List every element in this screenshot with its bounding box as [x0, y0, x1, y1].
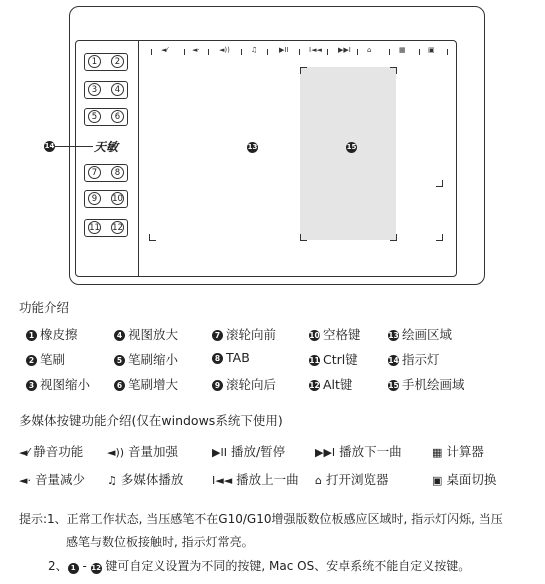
play-pause-icon: ▶II: [279, 46, 289, 54]
media-strip-divider: [151, 49, 152, 55]
note-dash: -: [78, 559, 91, 573]
multimedia-item: [315, 470, 389, 488]
function-item: [26, 350, 65, 368]
multimedia-label: 桌面切换: [446, 472, 497, 487]
function-number-badge: 1: [26, 330, 37, 341]
shortcut-key-6: 6: [111, 110, 124, 123]
media-strip-divider: [299, 49, 300, 55]
function-item: [309, 325, 361, 343]
function-number-badge: 3: [26, 380, 37, 391]
function-label: 笔刷: [40, 352, 66, 367]
media-strip-divider: [327, 49, 328, 55]
key-pair: [84, 219, 128, 237]
multimedia-item: [315, 442, 402, 460]
prev-track-icon: I◄◄: [309, 46, 322, 54]
function-label: 滚轮向后: [226, 377, 277, 392]
function-label: 指示灯: [402, 352, 440, 367]
function-number-badge: 12: [309, 381, 320, 390]
function-label: 滚轮向前: [226, 327, 277, 342]
multimedia-item: [432, 442, 484, 460]
multimedia-label: 音量加强: [128, 444, 179, 459]
multimedia-label: 播放下一曲: [339, 444, 402, 459]
key-pair: [84, 81, 128, 99]
function-label: TAB: [226, 350, 250, 365]
multimedia-label: 静音功能: [33, 444, 84, 459]
shortcut-key-10: 10: [112, 194, 123, 204]
media-strip-divider: [208, 49, 209, 55]
note-key-1: 1: [68, 563, 79, 574]
function-number-badge: 9: [212, 380, 223, 391]
function-item: [114, 325, 178, 343]
multimedia-item: [212, 442, 285, 460]
multimedia-item: [19, 442, 83, 460]
home-icon: ⌂: [315, 474, 322, 487]
function-number-badge: 7: [212, 330, 223, 341]
next-track-icon: ▶▶I: [338, 46, 351, 54]
media-strip-divider: [447, 49, 448, 55]
volume-up-icon: ◄)): [219, 46, 230, 54]
key-pair: [84, 164, 128, 182]
function-item: [309, 350, 358, 368]
shortcut-key-5: 5: [88, 110, 101, 123]
calculator-icon: ▦: [432, 446, 443, 459]
multimedia-item: [107, 470, 183, 488]
multimedia-label: 播放上一曲: [236, 472, 299, 487]
media-strip-divider: [357, 49, 358, 55]
work-area-corner-bl: [149, 234, 156, 241]
function-number-badge: 4: [114, 330, 125, 341]
drawing-area: [138, 40, 457, 277]
function-label: 笔刷缩小: [128, 352, 179, 367]
shortcut-key-7: 7: [88, 166, 101, 179]
note-line-3-prefix: 2、: [48, 559, 68, 573]
brand-logo: 天敏: [94, 140, 119, 154]
label-phone-area: 15: [346, 143, 357, 151]
music-icon: ♫: [251, 46, 258, 54]
function-number-badge: 13: [388, 331, 399, 340]
home-icon: ⌂: [367, 46, 372, 54]
function-number-badge: 11: [309, 356, 320, 365]
phone-area-corner-bl: [300, 234, 307, 241]
function-number-badge: 8: [212, 353, 223, 364]
function-item: [309, 375, 352, 393]
function-number-badge: 2: [26, 355, 37, 366]
multimedia-label: 多媒体播放: [120, 472, 184, 487]
function-number-badge: 14: [388, 356, 399, 365]
calculator-icon: ▦: [399, 46, 406, 54]
shortcut-key-panel: [75, 40, 139, 277]
media-strip-divider: [184, 49, 185, 55]
note-line-3: [48, 557, 470, 574]
function-label: 橡皮擦: [40, 327, 78, 342]
key-pair: [84, 190, 128, 208]
key-pair: [84, 53, 128, 71]
label-drawing-area: 13: [247, 143, 258, 151]
shortcut-key-1: 1: [88, 55, 101, 68]
phone-area-corner-br: [390, 234, 397, 241]
play-pause-icon: ▶II: [212, 446, 227, 459]
shortcut-key-12: 12: [112, 223, 123, 233]
function-item: [388, 375, 465, 393]
phone-area-corner-tr: [390, 67, 397, 74]
function-label: 视图放大: [128, 327, 179, 342]
function-number-badge: 5: [114, 355, 125, 366]
desktop-icon: ▣: [432, 474, 443, 487]
multimedia-title: 多媒体按键功能介绍(仅在windows系统下使用): [19, 413, 283, 428]
function-number-badge: 15: [388, 381, 399, 390]
media-strip-divider: [419, 49, 420, 55]
shortcut-key-2: 2: [111, 55, 124, 68]
multimedia-item: [19, 470, 85, 488]
shortcut-key-9: 9: [88, 192, 101, 205]
functions-title: 功能介绍: [19, 300, 70, 315]
multimedia-label: 打开浏览器: [325, 472, 389, 487]
multimedia-label: 计算器: [446, 444, 484, 459]
prev-track-icon: I◄◄: [212, 474, 233, 487]
volume-down-icon: ◄·: [19, 474, 31, 487]
note-line-3-text: 键可自定义设置为不同的按键, Mac OS、安卓系统不能自定义按键。: [101, 559, 471, 573]
mute-icon: ◄⁄: [19, 446, 30, 459]
work-area-corner-br: [436, 234, 443, 241]
label-indicator-light: 14: [44, 142, 55, 150]
media-strip-divider: [241, 49, 242, 55]
function-item: [114, 350, 178, 368]
media-strip-divider: [389, 49, 390, 55]
function-number-badge: 6: [114, 380, 125, 391]
mute-icon: ◄⁄: [161, 46, 168, 54]
note-key-12: 12: [91, 564, 101, 572]
multimedia-item: [107, 442, 178, 460]
phone-area-corner-tl: [300, 67, 307, 74]
next-track-icon: ▶▶I: [315, 446, 336, 459]
note-line-1: 提示:1、正常工作状态, 当压感笔不在G10/G10增强版数位板感应区域时, 指示灯闪烁, 当压: [19, 512, 503, 526]
shortcut-key-11: 11: [89, 223, 100, 233]
shortcut-key-8: 8: [111, 166, 124, 179]
function-number-badge: 10: [309, 331, 320, 340]
function-item: [114, 375, 178, 393]
shortcut-key-3: 3: [88, 83, 101, 96]
multimedia-label: 音量减少: [34, 472, 85, 487]
function-item: [26, 375, 90, 393]
function-label: 笔刷增大: [128, 377, 179, 392]
volume-down-icon: ◄·: [192, 46, 200, 54]
function-label: 手机绘画域: [402, 377, 465, 392]
function-item: [26, 325, 78, 343]
indicator-leader-line: [53, 146, 93, 147]
multimedia-item: [212, 470, 299, 488]
work-area-corner-mr: [436, 180, 443, 187]
function-label: Ctrl键: [323, 352, 358, 367]
key-pair: [84, 108, 128, 126]
function-item: [212, 375, 276, 393]
function-label: 绘画区域: [402, 327, 453, 342]
function-item: [388, 350, 440, 368]
music-icon: ♫: [107, 474, 117, 487]
function-item: [212, 325, 276, 343]
shortcut-key-4: 4: [111, 83, 124, 96]
desktop-icon: ▣: [428, 46, 435, 54]
phone-drawing-area: [300, 67, 396, 240]
function-label: 空格键: [323, 327, 361, 342]
function-item: [388, 325, 452, 343]
note-line-2: 感笔与数位板接触时, 指示灯常亮。: [66, 535, 254, 549]
function-item: [212, 350, 250, 365]
multimedia-item: [432, 470, 496, 488]
function-label: 视图缩小: [40, 377, 91, 392]
multimedia-label: 播放/暂停: [230, 444, 286, 459]
function-label: Alt键: [323, 377, 353, 392]
media-strip-divider: [267, 49, 268, 55]
volume-up-icon: ◄)): [107, 446, 125, 459]
